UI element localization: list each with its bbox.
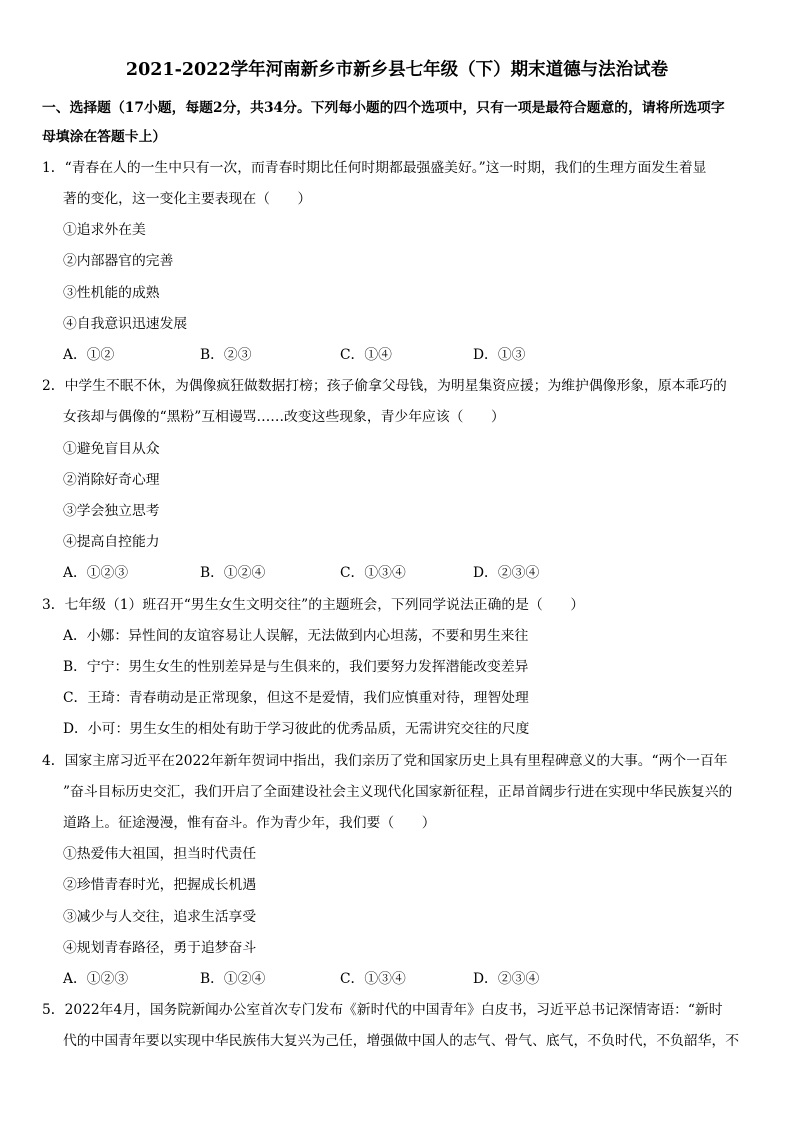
question-3-option-c: C．王琦：青春萌动是正常现象，但这不是爱情，我们应慎重对待，理智处理	[63, 690, 529, 706]
choice-a: A．①②	[63, 347, 115, 363]
question-2-choices	[63, 563, 763, 583]
question-3-option-a: A．小娜：异性间的友谊容易让人误解，无法做到内心坦荡，不要和男生来往	[63, 628, 529, 644]
choice-c: C．①③④	[340, 971, 406, 987]
choice-a: A．①②③	[63, 971, 129, 987]
question-1-choices	[63, 345, 763, 365]
choice-c: C．①③④	[340, 565, 406, 581]
question-2-stem-line1: 2．中学生不眠不休，为偶像疯狂做数据打榜；孩子偷拿父母钱，为明星集资应援；为维护偶像形象，原本乖巧的	[42, 378, 727, 394]
choice-a: A．①②③	[63, 565, 129, 581]
question-1-stem-line1: 1．“青春在人的一生中只有一次，而青春时期比任何时期都最强盛美好。”这一时期，我们的生理方面发生着显	[42, 160, 707, 176]
question-1-item-4: ④自我意识迅速发展	[63, 316, 188, 332]
question-4-item-1: ①热爱伟大祖国，担当时代责任	[63, 846, 257, 862]
choice-b: B．②③	[200, 347, 252, 363]
question-2-item-1: ①避免盲目从众	[63, 441, 160, 457]
choice-d: D．②③④	[473, 565, 540, 581]
question-3-option-d: D．小可：男生女生的相处有助于学习彼此的优秀品质，无需讲究交往的尺度	[63, 721, 530, 737]
choice-d: D．②③④	[473, 971, 540, 987]
question-3-option-b: B．宁宁：男生女生的性别差异是与生俱来的，我们要努力发挥潜能改变差异	[63, 659, 529, 675]
choice-c: C．①④	[340, 347, 392, 363]
choice-b: B．①②④	[200, 565, 266, 581]
question-4-item-3: ③减少与人交往，追求生活享受	[63, 909, 257, 925]
exam-title: 2021-2022学年河南新乡市新乡县七年级（下）期末道德与法治试卷	[125, 60, 669, 80]
question-1-stem-line2: 著的变化，这一变化主要表现在（ ）	[63, 191, 312, 207]
question-2-stem-line2: 女孩却与偶像的“黑粉”互相谩骂……改变这些现象，青少年应该（ ）	[63, 409, 505, 425]
choice-d: D．①③	[473, 347, 526, 363]
question-2-item-4: ④提高自控能力	[63, 534, 160, 550]
question-2-item-2: ②消除好奇心理	[63, 472, 160, 488]
question-4-item-2: ②珍惜青春时光，把握成长机遇	[63, 877, 257, 893]
question-4-stem-line3: 道路上。征途漫漫，惟有奋斗。作为青少年，我们要（ ）	[63, 815, 436, 831]
section-heading-line1: 一、选择题（17小题，每题2分，共34分。下列每小题的四个选项中，只有一项是最符合题意的，请将所选项字	[42, 100, 725, 116]
question-5-stem-line1: 5．2022年4月，国务院新闻办公室首次专门发布《新时代的中国青年》白皮书，习近平总书记深情寄语：“新时	[42, 1002, 723, 1018]
question-1-item-3: ③性机能的成熟	[63, 285, 160, 301]
question-4-stem-line1: 4．国家主席习近平在2022年新年贺词中指出，我们亲历了党和国家历史上具有里程碑意义的大事。“两个一百年	[42, 753, 728, 769]
question-4-stem-line2: ”奋斗目标历史交汇，我们开启了全面建设社会主义现代化国家新征程，正昂首阔步行进在实现中华民族复兴的	[63, 784, 733, 800]
question-3-stem: 3．七年级（1）班召开“男生女生文明交往”的主题班会，下列同学说法正确的是（ ）	[42, 597, 585, 613]
choice-b: B．①②④	[200, 971, 266, 987]
question-4-item-4: ④规划青春路径，勇于追梦奋斗	[63, 940, 257, 956]
question-1-item-2: ②内部器官的完善	[63, 253, 174, 269]
question-1-item-1: ①追求外在美	[63, 222, 146, 238]
question-2-item-3: ③学会独立思考	[63, 503, 160, 519]
question-4-choices	[63, 969, 763, 989]
section-heading-line2: 母填涂在答题卡上）	[42, 129, 167, 145]
question-5-stem-line2: 代的中国青年要以实现中华民族伟大复兴为己任，增强做中国人的志气、骨气、底气，不负时代，不负韶华，不	[63, 1033, 740, 1049]
